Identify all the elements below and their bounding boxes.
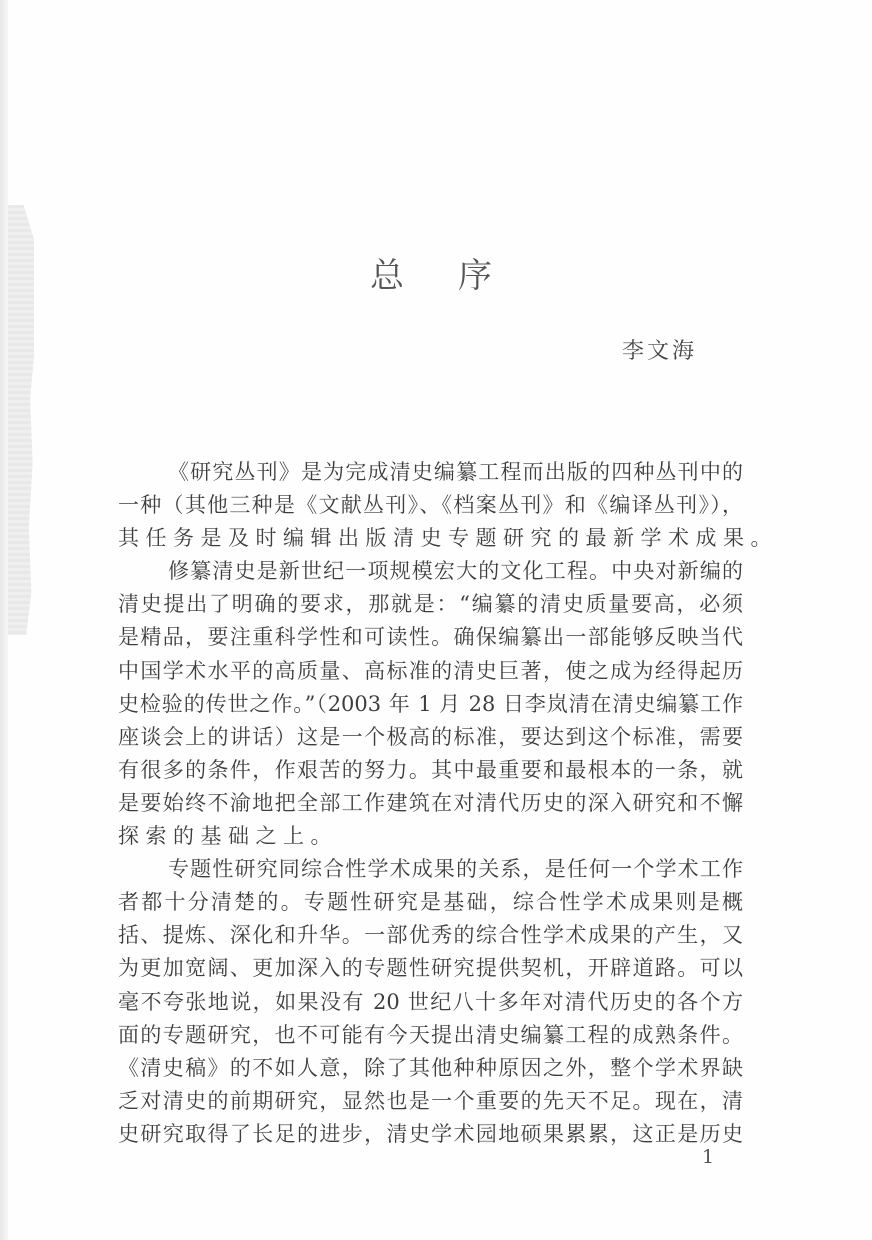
text-line: 《研究丛刊》是为完成清史编纂工程而出版的四种丛刊中的 xyxy=(168,460,743,484)
text-line: 《清史稿》的不如人意，除了其他种种原因之外，整个学术界缺 xyxy=(118,1055,743,1080)
title-char: 总 xyxy=(370,256,404,296)
text-line: 史研究取得了长足的进步，清史学术园地硕果累累，这正是历史 xyxy=(118,1121,743,1146)
text-line: 其任务是及时编辑出版清史专题研究的最新学术成果。 xyxy=(118,526,778,551)
text-line: 专题性研究同综合性学术成果的关系，是任何一个学术工作 xyxy=(168,857,743,882)
text-line: 一种（其他三种是《文献丛刊》、《档案丛刊》和《编译丛刊》）， xyxy=(118,493,743,518)
text-line: 毫不夸张地说，如果没有 20 世纪八十多年对清代历史的各个方 xyxy=(118,989,743,1014)
text-line: 修纂清史是新世纪一项规模宏大的文化工程。中央对新编的 xyxy=(168,559,743,584)
text-line: 乏对清史的前期研究，显然也是一个重要的先天不足。现在，清 xyxy=(118,1088,743,1113)
text-line: 清史提出了明确的要求，那就是：“编纂的清史质量要高，必须 xyxy=(118,592,743,617)
body-text xyxy=(118,456,778,1151)
text-line: 座谈会上的讲话）这是一个极高的标准，要达到这个标准，需要 xyxy=(118,724,743,749)
text-line: 是要始终不渝地把全部工作建筑在对清代历史的深入研究和不懈 xyxy=(118,790,743,815)
text-line: 是精品，要注重科学性和可读性。确保编纂出一部能够反映当代 xyxy=(118,625,743,650)
page-title xyxy=(370,248,492,297)
text-line: 中国学术水平的高质量、高标准的清史巨著，使之成为经得起历 xyxy=(118,658,743,683)
text-line: 探索的基础之上。 xyxy=(118,824,338,849)
text-line: 括、提炼、深化和升华。一部优秀的综合性学术成果的产生，又 xyxy=(118,923,743,948)
text-line: 有很多的条件，作艰苦的努力。其中最重要和最根本的一条，就 xyxy=(118,757,743,782)
author-name: 李文海 xyxy=(622,339,698,364)
text-line: 面的专题研究，也不可能有今天提出清史编纂工程的成熟条件。 xyxy=(118,1022,743,1047)
torn-page-edge xyxy=(8,205,34,635)
text-line: 为更加宽阔、更加深入的专题性研究提供契机，开辟道路。可以 xyxy=(118,956,743,981)
page-number: 1 xyxy=(702,1146,715,1168)
title-char: 序 xyxy=(458,256,492,296)
text-line: 者都十分清楚的。专题性研究是基础，综合性学术成果则是概 xyxy=(118,890,743,915)
scan-edge-shadow xyxy=(0,0,8,1240)
text-line: 史检验的传世之作。”（2003 年 1 月 28 日李岚清在清史编纂工作 xyxy=(118,691,743,716)
